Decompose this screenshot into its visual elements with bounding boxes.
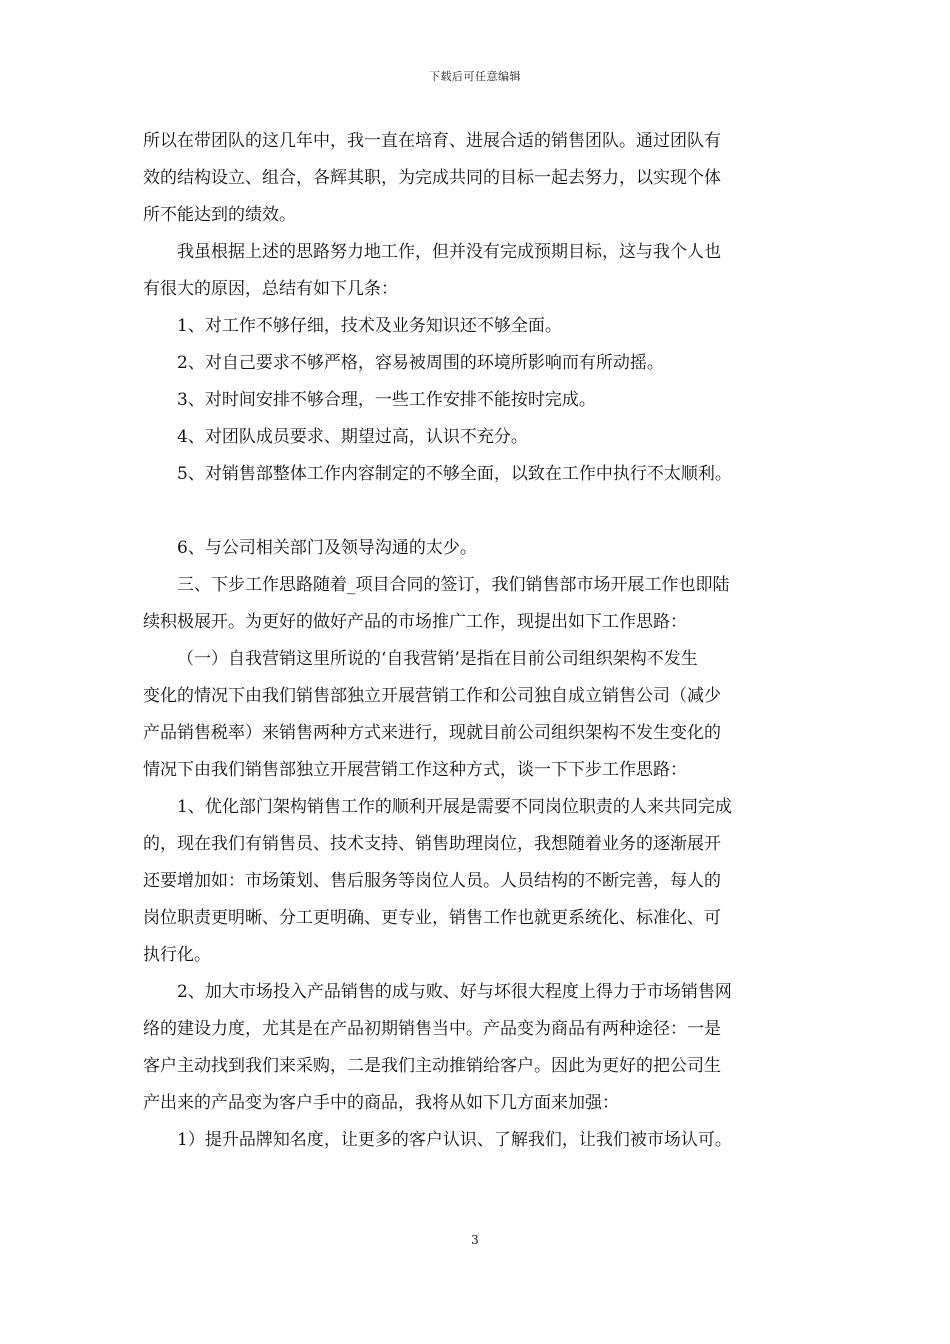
paragraph-line: 产品销售税率）来销售两种方式来进行，现就目前公司组织架构不发生变化的 xyxy=(143,723,721,743)
paragraph-line: 执行化。 xyxy=(143,945,211,965)
paragraph-line: 2、加大市场投入产品销售的成与败、好与坏很大程度上得力于市场销售网 xyxy=(177,982,732,1002)
paragraph-line: 还要增加如：市场策划、售后服务等岗位人员。人员结构的不断完善，每人的 xyxy=(143,871,721,891)
subsection-heading-line: （一）自我营销这里所说的‘自我营销’是指在目前公司组织架构不发生 xyxy=(177,649,698,669)
paragraph-line: 所不能达到的绩效。 xyxy=(143,205,296,225)
page-header: 下载后可任意编辑 xyxy=(429,70,521,83)
paragraph-line: 客户主动找到我们来采购，二是我们主动推销给客户。因此为更好的把公司生 xyxy=(143,1056,721,1076)
paragraph-line: 产出来的产品变为客户手中的商品，我将从如下几方面来加强： xyxy=(143,1093,619,1113)
section-heading-line: 三、下步工作思路随着_项目合同的签订，我们销售部市场开展工作也即陆 xyxy=(177,575,730,595)
list-item: 1、对工作不够仔细，技术及业务知识还不够全面。 xyxy=(177,316,562,336)
paragraph-line: 续积极展开。为更好的做好产品的市场推广工作，现提出如下工作思路： xyxy=(143,612,687,632)
document-body xyxy=(143,123,813,1159)
paragraph-line: 岗位职责更明晰、分工更明确、更专业，销售工作也就更系统化、标准化、可 xyxy=(143,908,721,928)
paragraph-line: 络的建设力度，尤其是在产品初期销售当中。产品变为商品有两种途径：一是 xyxy=(143,1019,721,1039)
page-number: 3 xyxy=(471,1233,479,1247)
paragraph-line: 的，现在我们有销售员、技术支持、销售助理岗位，我想随着业务的逐渐展开 xyxy=(143,834,721,854)
list-item: 1）提升品牌知名度，让更多的客户认识、了解我们，让我们被市场认可。 xyxy=(177,1130,732,1150)
paragraph-line: 我虽根据上述的思路努力地工作，但并没有完成预期目标，这与我个人也 xyxy=(177,242,721,262)
paragraph-line: 1、优化部门架构销售工作的顺利开展是需要不同岗位职责的人来共同完成 xyxy=(177,797,732,817)
paragraph-line: 情况下由我们销售部独立开展营销工作这种方式，谈一下下步工作思路： xyxy=(143,760,687,780)
blank-line xyxy=(143,493,813,530)
list-item: 2、对自己要求不够严格，容易被周围的环境所影响而有所动摇。 xyxy=(177,353,664,373)
list-item: 6、与公司相关部门及领导沟通的太少。 xyxy=(177,538,477,558)
list-item: 5、对销售部整体工作内容制定的不够全面，以致在工作中执行不太顺利。 xyxy=(177,464,732,484)
paragraph-line: 有很大的原因，总结有如下几条： xyxy=(143,279,398,299)
paragraph-line: 变化的情况下由我们销售部独立开展营销工作和公司独自成立销售公司（减少 xyxy=(143,686,721,706)
paragraph-line: 效的结构设立、组合，各辉其职，为完成共同的目标一起去努力，以实现个体 xyxy=(143,168,721,188)
paragraph-line: 所以在带团队的这几年中，我一直在培育、进展合适的销售团队。通过团队有 xyxy=(143,131,721,151)
list-item: 4、对团队成员要求、期望过高，认识不充分。 xyxy=(177,427,528,447)
list-item: 3、对时间安排不够合理，一些工作安排不能按时完成。 xyxy=(177,390,596,410)
